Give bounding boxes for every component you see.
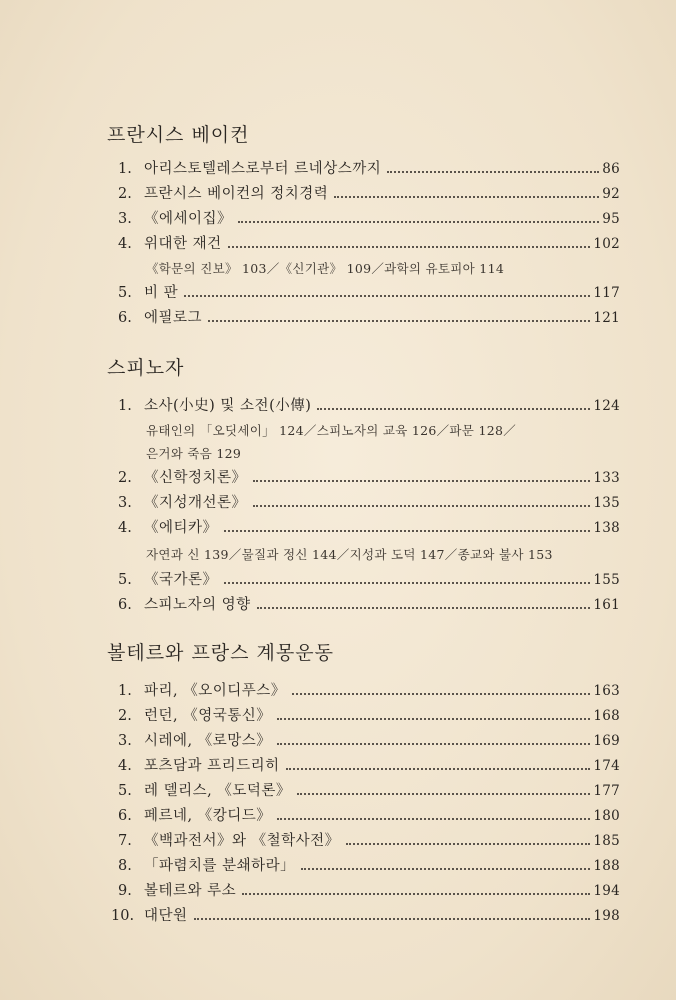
toc-entry <box>118 157 620 179</box>
entry-page: 121 <box>593 310 620 326</box>
entry-number: 9. <box>118 883 132 899</box>
entry-number: 4. <box>118 520 132 536</box>
entry-label: 레 델리스, 《도덕론》 <box>144 783 291 799</box>
dot-leader <box>297 793 590 795</box>
entry-label: 「파렴치를 분쇄하라」 <box>144 858 296 874</box>
dot-leader <box>253 480 591 482</box>
sub-topics: 유태인의 「오딧세이」 124／스피노자의 교육 126／파문 128／ <box>146 423 517 438</box>
dot-leader <box>277 718 590 720</box>
entry-number: 3. <box>118 733 132 749</box>
toc-entry <box>118 568 620 590</box>
entry-page: 95 <box>602 211 620 227</box>
entry-page: 194 <box>593 883 620 899</box>
entry-number: 4. <box>118 758 132 774</box>
toc-entry <box>118 281 620 303</box>
entry-number: 6. <box>118 597 132 613</box>
section-title: 프란시스 베이컨 <box>107 124 250 146</box>
entry-number: 5. <box>118 783 132 799</box>
sub-topics: 자연과 신 139／물질과 정신 144／지성과 도덕 147／종교와 불사 153 <box>146 547 553 562</box>
entry-label: 시레에, 《로망스》 <box>144 733 272 749</box>
toc-entry <box>118 754 620 776</box>
dot-leader <box>277 743 590 745</box>
dot-leader <box>286 768 591 770</box>
entry-label: 《에티카》 <box>144 520 218 536</box>
entry-page: 180 <box>593 808 620 824</box>
entry-label: 《지성개선론》 <box>144 495 247 511</box>
entry-page: 185 <box>593 833 620 849</box>
toc-entry <box>118 516 620 538</box>
dot-leader <box>224 530 591 532</box>
toc-entry <box>118 207 620 229</box>
entry-number: 1. <box>118 683 132 699</box>
dot-leader <box>238 221 599 223</box>
entry-number: 1. <box>118 161 132 177</box>
entry-label: 스피노자의 영향 <box>144 597 251 613</box>
toc-entry <box>118 394 620 416</box>
toc-entry <box>111 904 620 926</box>
entry-label: 볼테르와 루소 <box>144 883 237 899</box>
entry-label: 《국가론》 <box>144 572 218 588</box>
entry-number: 5. <box>118 572 132 588</box>
entry-page: 198 <box>593 908 620 924</box>
entry-number: 2. <box>118 186 132 202</box>
dot-leader <box>208 320 590 322</box>
toc-entry <box>118 804 620 826</box>
entry-page: 161 <box>593 597 620 613</box>
entry-label: 《에세이집》 <box>144 211 233 227</box>
entry-page: 138 <box>593 520 620 536</box>
entry-page: 155 <box>593 572 620 588</box>
entry-label: 파리, 《오이디푸스》 <box>144 683 286 699</box>
section-title: 스피노자 <box>107 357 185 379</box>
entry-page: 174 <box>593 758 620 774</box>
entry-page: 86 <box>602 161 620 177</box>
entry-label: 프란시스 베이컨의 정치경력 <box>144 186 329 202</box>
entry-page: 135 <box>593 495 620 511</box>
toc-entry <box>118 729 620 751</box>
entry-page: 102 <box>593 236 620 252</box>
entry-number: 3. <box>118 211 132 227</box>
toc-entry <box>118 779 620 801</box>
toc-entry <box>118 854 620 876</box>
entry-number: 8. <box>118 858 132 874</box>
dot-leader <box>194 918 591 920</box>
toc-entry <box>118 879 620 901</box>
entry-label: 대단원 <box>144 908 188 924</box>
entry-number: 1. <box>118 398 132 414</box>
section-title: 볼테르와 프랑스 계몽운동 <box>107 642 334 664</box>
dot-leader <box>387 171 599 173</box>
entry-number: 3. <box>118 495 132 511</box>
sub-topics: 《학문의 진보》 103／《신기관》 109／과학의 유토피아 114 <box>146 261 505 276</box>
entry-page: 177 <box>593 783 620 799</box>
toc-entry <box>118 182 620 204</box>
dot-leader <box>292 693 591 695</box>
toc-entry <box>118 829 620 851</box>
entry-label: 위대한 재건 <box>144 236 222 252</box>
entry-number: 6. <box>118 310 132 326</box>
dot-leader <box>257 607 591 609</box>
dot-leader <box>317 408 590 410</box>
entry-number: 7. <box>118 833 132 849</box>
entry-page: 117 <box>593 285 620 301</box>
entry-number: 4. <box>118 236 132 252</box>
entry-number: 2. <box>118 708 132 724</box>
dot-leader <box>346 843 591 845</box>
entry-label: 《백과전서》와 《철학사전》 <box>144 833 340 849</box>
entry-number: 2. <box>118 470 132 486</box>
dot-leader <box>277 818 590 820</box>
sub-topics: 은거와 죽음 129 <box>146 446 242 461</box>
toc-entry <box>118 679 620 701</box>
dot-leader <box>334 196 599 198</box>
toc-entry <box>118 232 620 254</box>
entry-label: 런던, 《영국통신》 <box>144 708 272 724</box>
entry-page: 133 <box>593 470 620 486</box>
dot-leader <box>301 868 590 870</box>
entry-label: 에필로그 <box>144 310 203 326</box>
entry-number: 5. <box>118 285 132 301</box>
entry-label: 포츠담과 프리드리히 <box>144 758 280 774</box>
entry-label: 비 판 <box>144 285 179 301</box>
entry-label: 페르네, 《캉디드》 <box>144 808 272 824</box>
entry-page: 188 <box>593 858 620 874</box>
entry-page: 168 <box>593 708 620 724</box>
entry-page: 92 <box>602 186 620 202</box>
toc-entry <box>118 593 620 615</box>
toc-entry <box>118 491 620 513</box>
entry-page: 163 <box>593 683 620 699</box>
entry-label: 소사(小史) 및 소전(小傳) <box>144 398 312 414</box>
dot-leader <box>224 582 591 584</box>
dot-leader <box>253 505 591 507</box>
entry-page: 124 <box>593 398 620 414</box>
toc-entry <box>118 466 620 488</box>
toc-entry <box>118 704 620 726</box>
dot-leader <box>242 893 590 895</box>
entry-label: 아리스토텔레스로부터 르네상스까지 <box>144 161 382 177</box>
dot-leader <box>228 246 591 248</box>
entry-label: 《신학정치론》 <box>144 470 247 486</box>
dot-leader <box>184 295 590 297</box>
entry-page: 169 <box>593 733 620 749</box>
entry-number: 10. <box>111 908 135 924</box>
toc-entry <box>118 306 620 328</box>
entry-number: 6. <box>118 808 132 824</box>
